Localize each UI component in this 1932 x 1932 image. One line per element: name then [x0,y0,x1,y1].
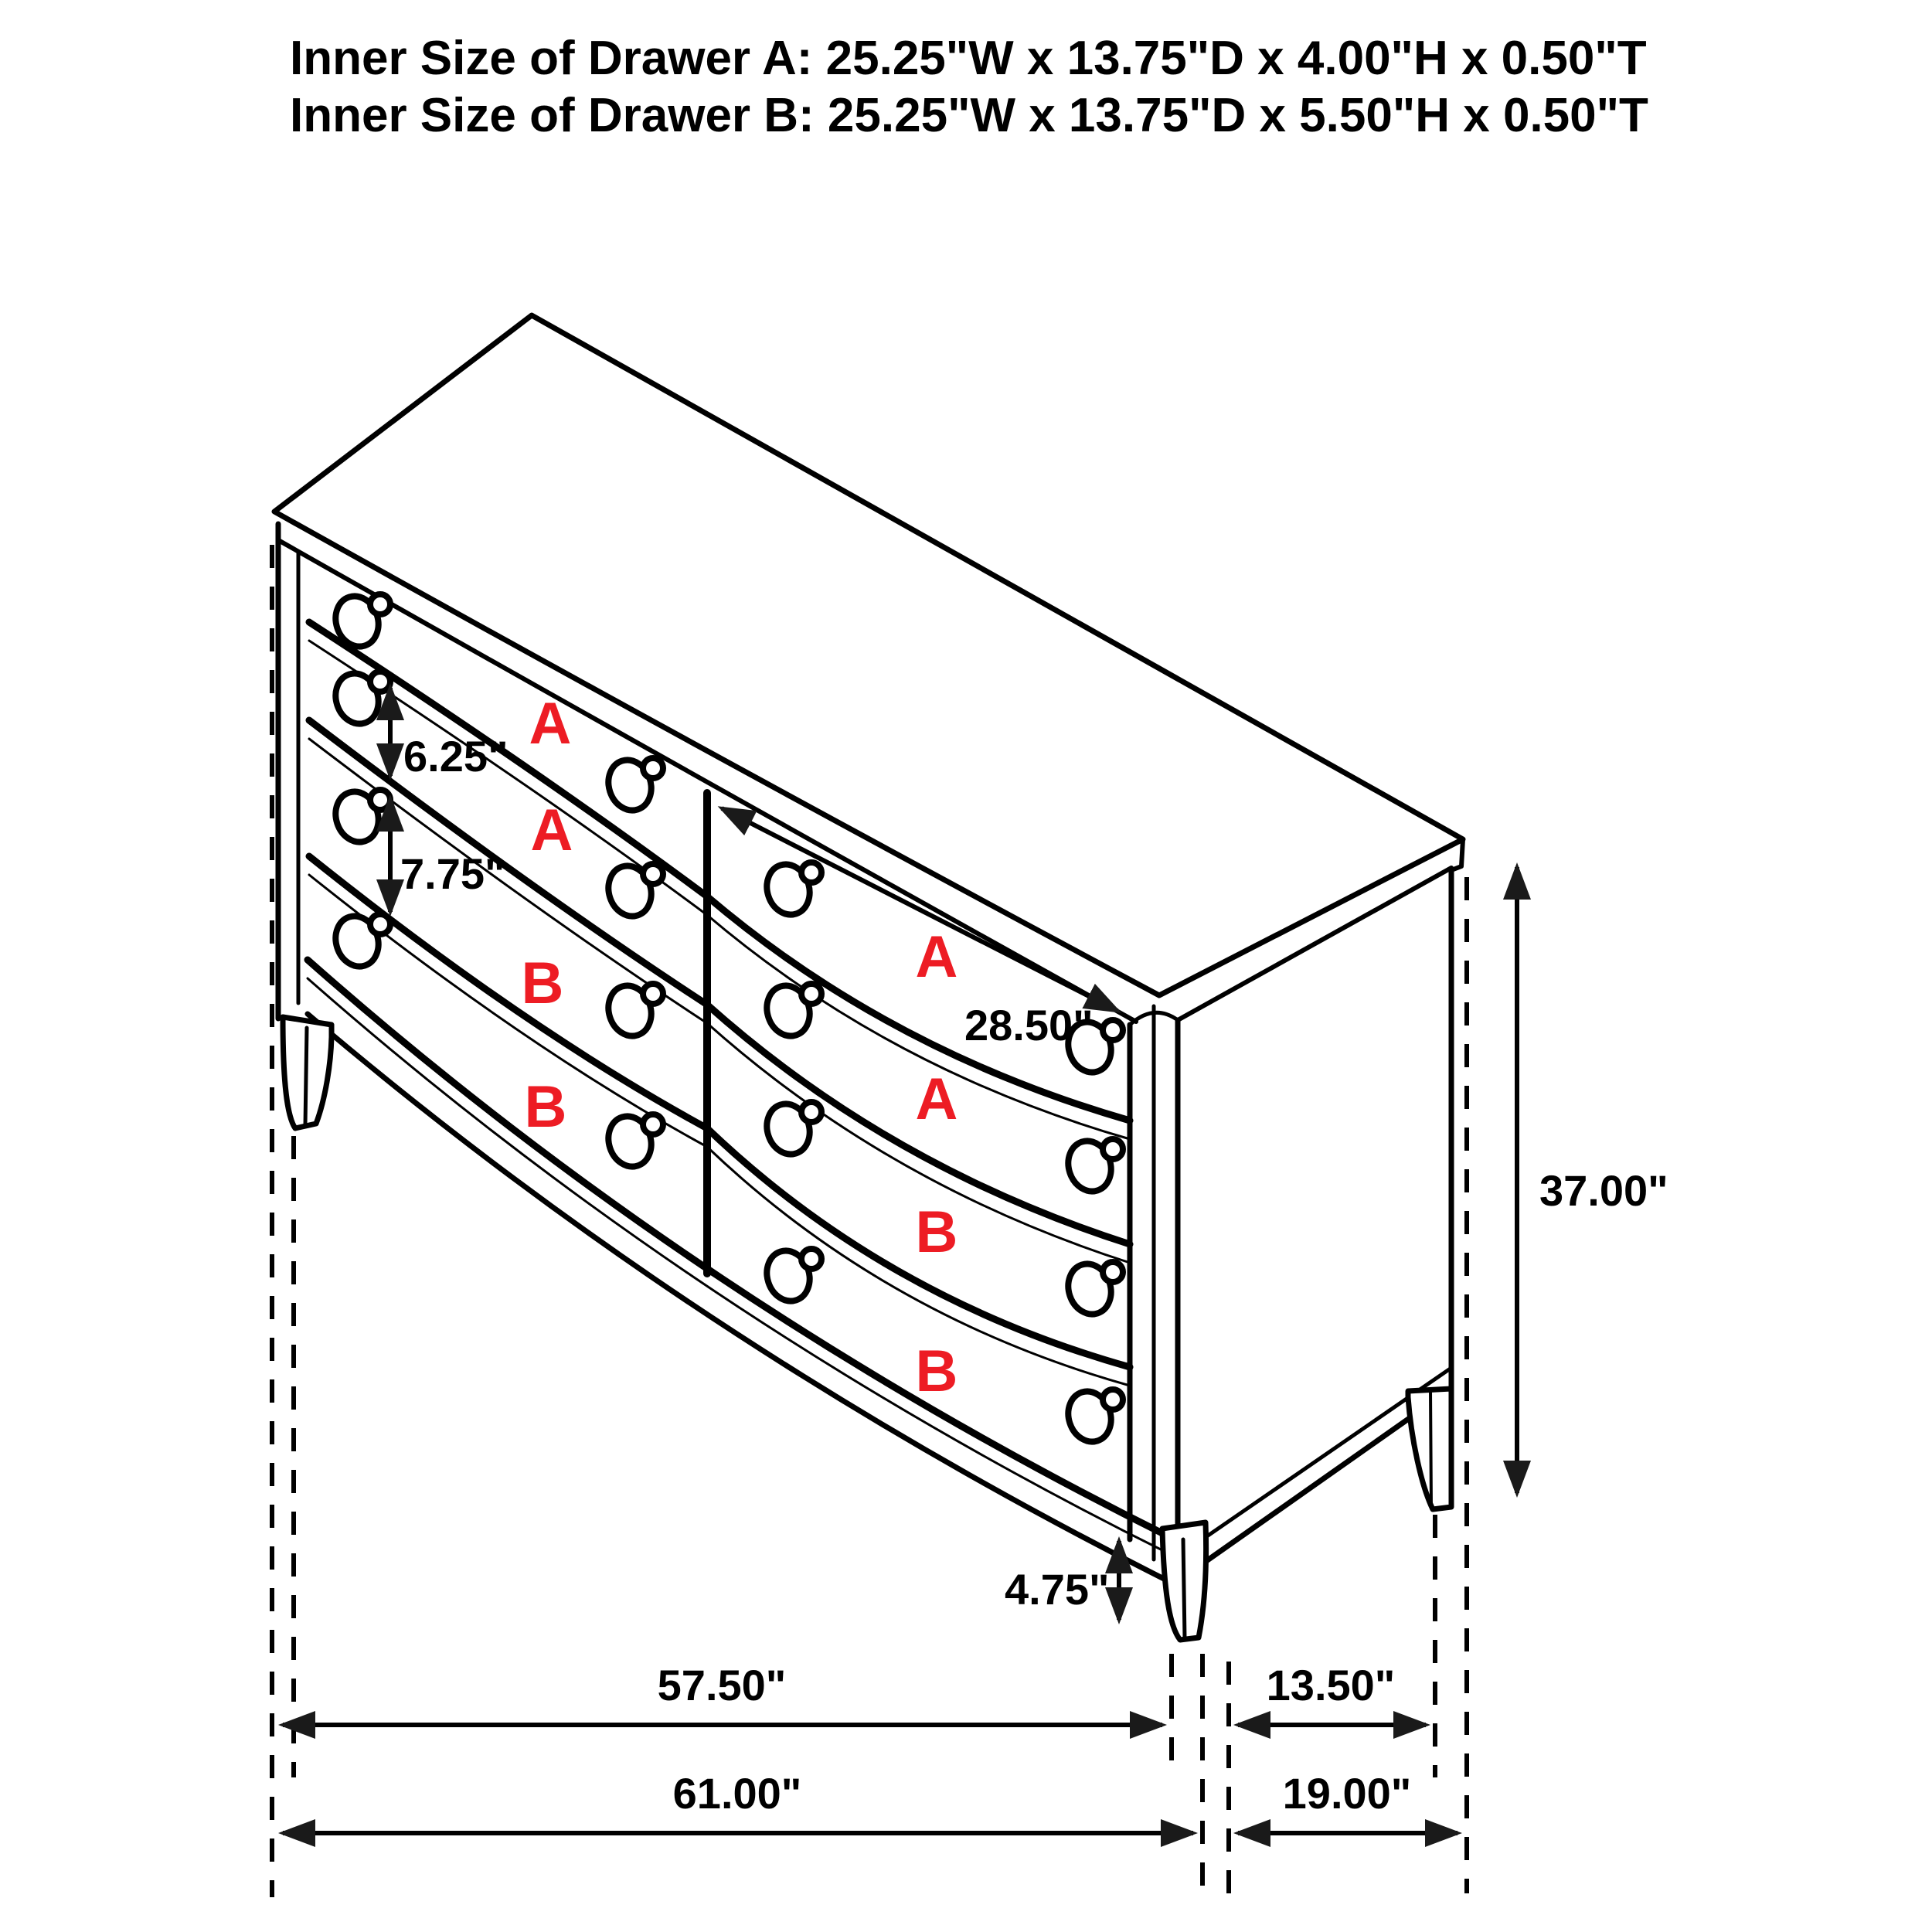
right-side-panel [1178,868,1451,1581]
title-line-2: Inner Size of Drawer B: 25.25"W x 13.75"D x 5.50"H x 0.50"T [290,89,1648,142]
dim-label-total-width: 61.00" [672,1769,802,1818]
dim-label-feet-span-depth: 13.50" [1266,1661,1396,1709]
drawer-label-right-4: B [915,1338,958,1404]
dim-label-drawer-width: 28.50" [964,1001,1094,1049]
drawer-label-right-2: A [915,1066,958,1132]
dim-label-leg-height: 4.75" [1005,1565,1110,1614]
drawer-label-left-2: A [530,798,573,863]
drawer-label-left-3: B [521,951,564,1016]
front-right-foot-ridge [1183,1539,1185,1638]
dim-label-drawer-a-height: 6.25" [403,732,509,781]
title-line-1: Inner Size of Drawer A: 25.25"W x 13.75"D x 4.00"H x 0.50"T [290,32,1647,85]
dim-label-total-depth: 19.00" [1282,1769,1412,1818]
dresser-drawing [274,315,1463,1640]
drawer-label-left-1: A [529,691,572,757]
dim-label-total-height: 37.00" [1539,1166,1668,1215]
dim-label-feet-span-width: 57.50" [657,1661,787,1709]
drawer-label-right-3: B [915,1199,958,1265]
drawer-label-left-4: B [524,1074,567,1140]
drawer-label-right-1: A [915,924,958,990]
back-right-foot-ridge [1430,1390,1431,1509]
front-left-foot-ridge [305,1028,307,1125]
dim-label-drawer-b-height: 7.75" [400,849,505,898]
